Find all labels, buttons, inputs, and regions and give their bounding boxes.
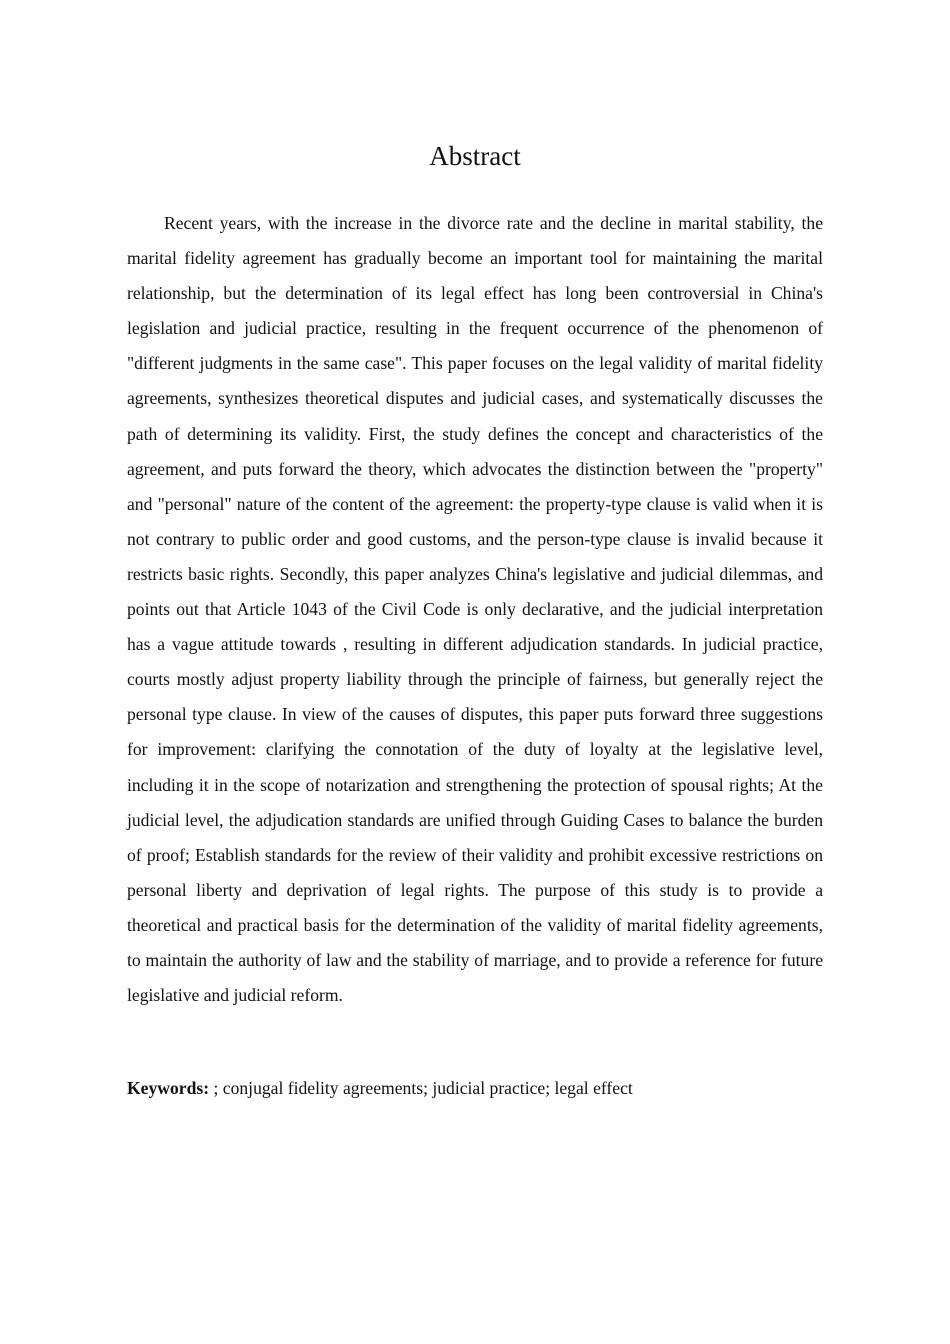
page-title: Abstract <box>429 141 521 171</box>
keywords-label: Keywords: <box>127 1078 210 1098</box>
keywords-line <box>127 1071 823 1106</box>
keywords-text: ; conjugal fidelity agreements; judicial practice; legal effect <box>209 1078 633 1098</box>
abstract-paragraph: Recent years, with the increase in the divorce rate and the decline in marital stability, the marital fidelity agreement has gradually become an important tool for maintaining the marital relationship, but the determination of its legal effect has long been controversial in China's legislation and judicial practice, resulting in the frequent occurrence of the phenomenon of "different judgments in the same case". This paper focuses on the legal validity of marital fidelity agreements, synthesizes theoretical disputes and judicial cases, and systematically discusses the path of determining its validity. First, the study defines the concept and characteristics of the agreement, and puts forward the theory, which advocates the distinction between the "property" and "personal" nature of the content of the agreement: the property-type clause is valid when it is not contrary to public order and good customs, and the person-type clause is invalid because it restricts basic rights. Secondly, this paper analyzes China's legislative and judicial dilemmas, and points out that Article 1043 of the Civil Code is only declarative, and the judicial interpretation has a vague attitude towards , resulting in different adjudication standards. In judicial practice, courts mostly adjust property liability through the principle of fairness, but generally reject the personal type clause. In view of the causes of disputes, this paper puts forward three suggestions for improvement: clarifying the connotation of the duty of loyalty at the legislative level, including it in the scope of notarization and strengthening the protection of spousal rights; At the judicial level, the adjudication standards are unified through Guiding Cases to balance the burden of proof; Establish standards for the review of their validity and prohibit excessive restrictions on personal liberty and deprivation of legal rights. The purpose of this study is to provide a theoretical and practical basis for the determination of the validity of marital fidelity agreements, to maintain the authority of law and the stability of marriage, and to provide a reference for future legislative and judicial reform. <box>127 213 823 1006</box>
